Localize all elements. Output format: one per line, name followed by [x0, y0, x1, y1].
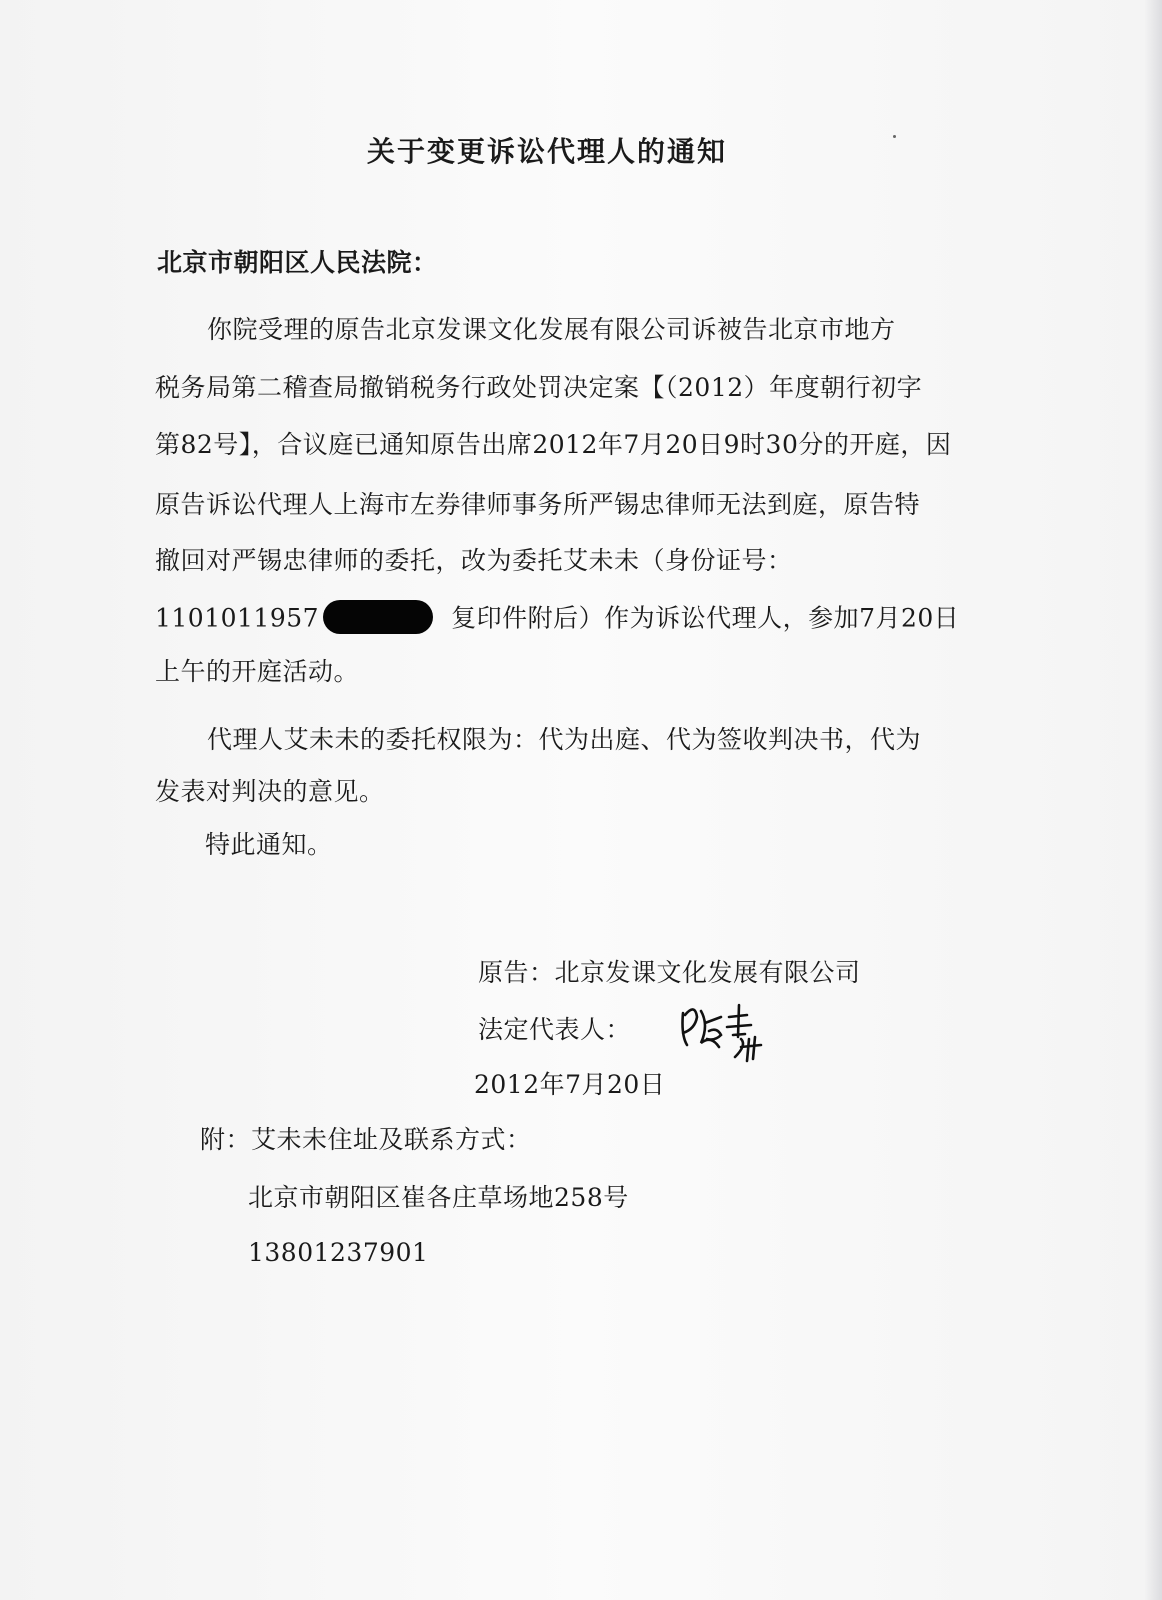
redaction-mark	[323, 600, 433, 634]
id-line	[155, 603, 959, 637]
closing-text: 特此通知。	[205, 830, 333, 859]
body-line-4: 原告诉讼代理人上海市左券律师事务所严锡忠律师无法到庭，原告特	[155, 490, 921, 519]
body-line-1: 你院受理的原告北京发课文化发展有限公司诉被告北京市地方	[207, 315, 896, 344]
document-title: 关于变更诉讼代理人的通知	[367, 135, 728, 168]
addressee: 北京市朝阳区人民法院：	[157, 248, 438, 277]
body-line-5: 撤回对严锡忠律师的委托，改为委托艾未未（身份证号：	[155, 546, 793, 575]
appendix-phone: 13801237901	[248, 1238, 429, 1267]
id-line-rest: 复印件附后）作为诉讼代理人，参加7月20日	[451, 603, 960, 633]
body-line-3: 第82号】，合议庭已通知原告出席2012年7月20日9时30分的开庭，因	[155, 430, 952, 459]
id-number-prefix: 1101011957	[155, 603, 320, 633]
signature-date: 2012年7月20日	[474, 1070, 666, 1099]
authority-line-2: 发表对判决的意见。	[155, 777, 385, 806]
page-edge-shadow	[1144, 0, 1162, 1600]
handwritten-signature	[675, 995, 785, 1065]
plaintiff-line: 原告：北京发课文化发展有限公司	[478, 958, 861, 987]
authority-line-1: 代理人艾未未的委托权限为：代为出庭、代为签收判决书，代为	[207, 725, 922, 754]
appendix-address: 北京市朝阳区崔各庄草场地258号	[248, 1183, 629, 1212]
paper-speck	[893, 135, 896, 138]
appendix-label: 附：艾未未住址及联系方式：	[200, 1125, 532, 1154]
representative-label: 法定代表人：	[478, 1015, 632, 1044]
body-last-line: 上午的开庭活动。	[155, 657, 360, 686]
body-line-2: 税务局第二稽查局撤销税务行政处罚决定案【（2012）年度朝行初字	[155, 373, 923, 402]
